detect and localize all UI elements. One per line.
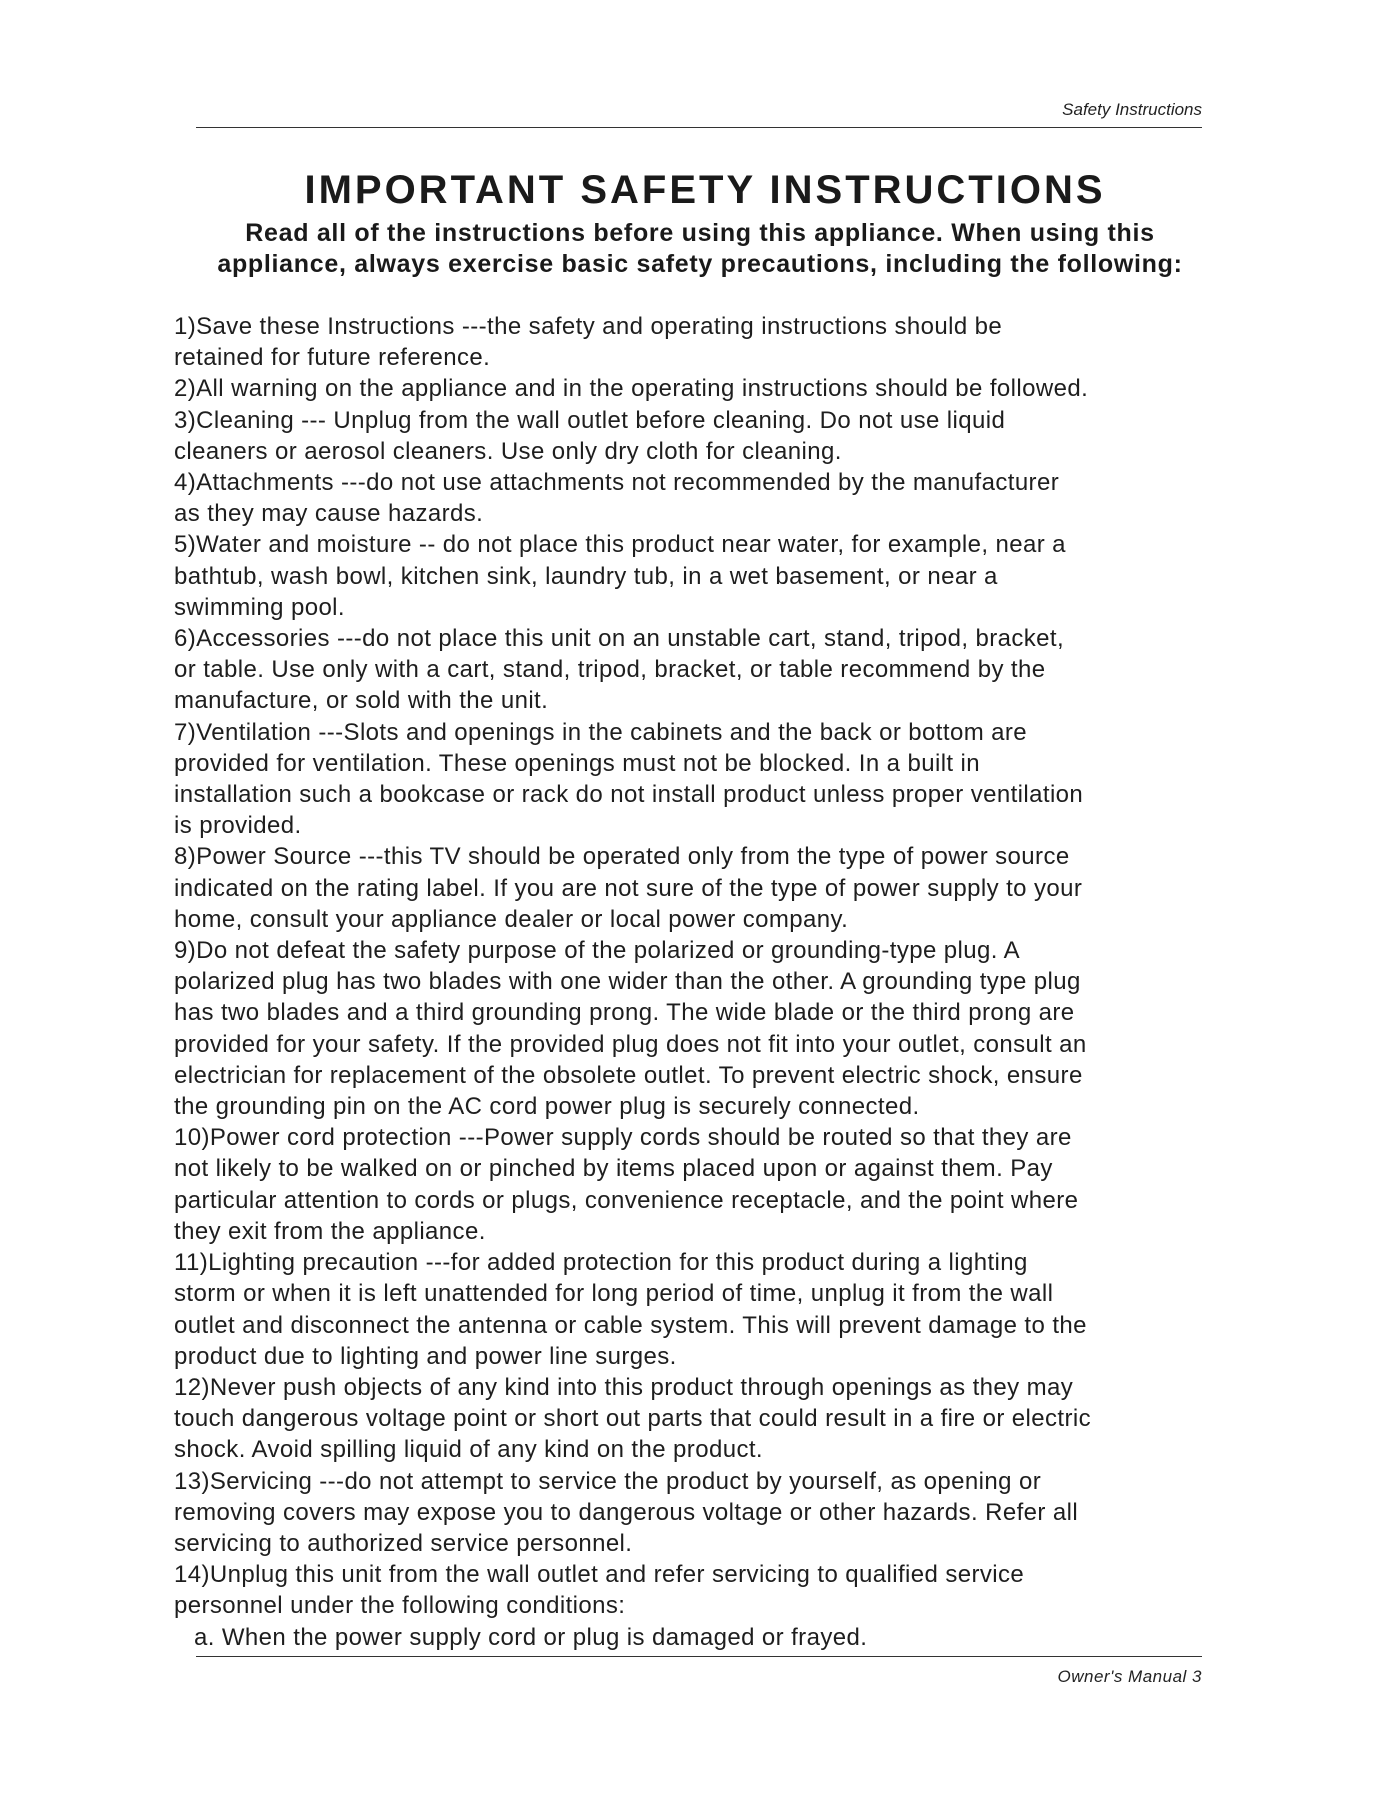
body-line: is provided. xyxy=(174,812,302,840)
body-line: 9)Do not defeat the safety purpose of the polarized or grounding-type plug. A xyxy=(174,937,1021,965)
intro-paragraph xyxy=(150,218,1250,280)
body-line: 4)Attachments ---do not use attachments not recommended by the manufacturer xyxy=(174,469,1060,497)
body-line: 13)Servicing ---do not attempt to service the product by yourself, as opening or xyxy=(174,1467,1042,1495)
body-line: 10)Power cord protection ---Power supply cords should be routed so that they are xyxy=(174,1124,1072,1152)
body-line: removing covers may expose you to dangerous voltage or other hazards. Refer all xyxy=(174,1498,1079,1526)
body-line: home, consult your appliance dealer or local power company. xyxy=(174,905,849,933)
body-line: bathtub, wash bowl, kitchen sink, laundry tub, in a wet basement, or near a xyxy=(174,562,998,590)
page-title: IMPORTANT SAFETY INSTRUCTIONS xyxy=(304,168,1106,212)
body-line: shock. Avoid spilling liquid of any kind on the product. xyxy=(174,1436,763,1464)
body-line: particular attention to cords or plugs, convenience receptacle, and the point where xyxy=(174,1186,1079,1214)
running-head: Safety Instructions xyxy=(1062,100,1202,119)
intro-line: Read all of the instructions before using this appliance. When using this xyxy=(245,219,1155,247)
body-line: indicated on the rating label. If you are not sure of the type of power supply to your xyxy=(174,874,1083,902)
body-line: provided for your safety. If the provided plug does not fit into your outlet, consult an xyxy=(174,1030,1087,1058)
body-line: electrician for replacement of the obsolete outlet. To prevent electric shock, ensure xyxy=(174,1061,1083,1089)
body-line: 7)Ventilation ---Slots and openings in the cabinets and the back or bottom are xyxy=(174,718,1028,746)
page-footer: Owner's Manual 3 xyxy=(1057,1667,1202,1686)
instructions-body xyxy=(174,311,1234,1653)
body-line: not likely to be walked on or pinched by items placed upon or against them. Pay xyxy=(174,1155,1053,1183)
body-line: touch dangerous voltage point or short out parts that could result in a fire or electric xyxy=(174,1405,1092,1433)
body-line: installation such a bookcase or rack do not install product unless proper ventilation xyxy=(174,781,1084,809)
body-line: 14)Unplug this unit from the wall outlet and refer servicing to qualified service xyxy=(174,1561,1025,1589)
body-line: as they may cause hazards. xyxy=(174,500,484,528)
body-line: 11)Lighting precaution ---for added protection for this product during a lighting xyxy=(174,1249,1028,1277)
body-line: storm or when it is left unattended for long period of time, unplug it from the wall xyxy=(174,1280,1054,1308)
body-line: 3)Cleaning --- Unplug from the wall outlet before cleaning. Do not use liquid xyxy=(174,406,1006,434)
body-line: product due to lighting and power line surges. xyxy=(174,1342,677,1370)
body-line: cleaners or aerosol cleaners. Use only dry cloth for cleaning. xyxy=(174,437,842,465)
body-line: personnel under the following conditions: xyxy=(174,1592,626,1620)
body-line: provided for ventilation. These openings must not be blocked. In a built in xyxy=(174,749,981,777)
header-rule xyxy=(196,127,1202,128)
body-line: swimming pool. xyxy=(174,593,345,621)
body-line: or table. Use only with a cart, stand, tripod, bracket, or table recommend by the xyxy=(174,656,1046,684)
body-line: polarized plug has two blades with one wider than the other. A grounding type plug xyxy=(174,968,1081,996)
body-line: 5)Water and moisture -- do not place this product near water, for example, near a xyxy=(174,531,1066,559)
intro-line: appliance, always exercise basic safety precautions, including the following: xyxy=(217,250,1183,278)
body-line: outlet and disconnect the antenna or cable system. This will prevent damage to the xyxy=(174,1311,1087,1339)
body-line: has two blades and a third grounding prong. The wide blade or the third prong are xyxy=(174,999,1075,1027)
body-line: manufacture, or sold with the unit. xyxy=(174,687,549,715)
body-line: they exit from the appliance. xyxy=(174,1217,486,1245)
body-line: retained for future reference. xyxy=(174,344,491,372)
body-line: 12)Never push objects of any kind into this product through openings as they may xyxy=(174,1373,1074,1401)
footer-rule xyxy=(196,1656,1202,1657)
body-line: the grounding pin on the AC cord power plug is securely connected. xyxy=(174,1093,920,1121)
body-line: 8)Power Source ---this TV should be operated only from the type of power source xyxy=(174,843,1070,871)
body-line: a. When the power supply cord or plug is damaged or frayed. xyxy=(194,1623,868,1651)
body-line: 1)Save these Instructions ---the safety and operating instructions should be xyxy=(174,313,1003,340)
body-line: 2)All warning on the appliance and in the operating instructions should be followed. xyxy=(174,375,1089,403)
body-line: servicing to authorized service personnel. xyxy=(174,1529,633,1557)
body-line: 6)Accessories ---do not place this unit on an unstable cart, stand, tripod, bracket, xyxy=(174,625,1065,653)
